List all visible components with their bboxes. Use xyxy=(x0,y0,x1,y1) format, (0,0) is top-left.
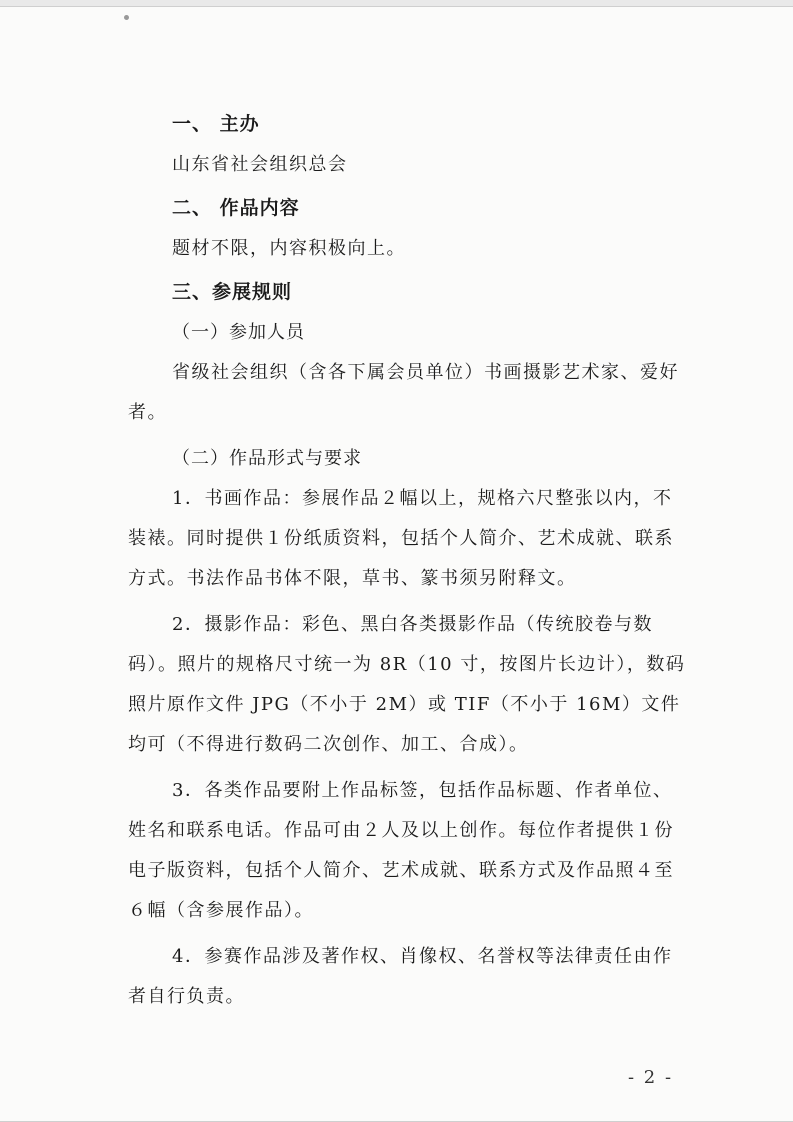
section-heading-organizer: 一、 主办 xyxy=(172,113,260,135)
organizer-text: 山东省社会组织总会 xyxy=(172,154,348,175)
participants-text: 省级社会组织（含各下属会员单位）书画摄影艺术家、爱好者。 xyxy=(128,362,679,423)
document-page xyxy=(0,6,793,1122)
document-body xyxy=(128,103,688,1017)
section-heading-rules: 三、参展规则 xyxy=(172,281,293,303)
rule-item-calligraphy: 1．书画作品：参展作品２幅以上，规格六尺整张以内，不装裱。同时提供１份纸质资料，包括个人简介、艺术成就、联系方式。书法作品书体不限，草书、篆书须另附释文。 xyxy=(128,488,674,589)
subheading-format: （二）作品形式与要求 xyxy=(172,448,362,469)
content-text: 题材不限，内容积极向上。 xyxy=(172,238,406,259)
section-heading-content: 二、 作品内容 xyxy=(172,197,300,219)
rule-item-photography: 2．摄影作品：彩色、黑白各类摄影作品（传统胶卷与数码）。照片的规格尺寸统一为 8R（10 寸，按图片长边计），数码照片原作文件 JPG（不小于 2M）或 TIF（不小于 16M）文件均可（不得进行数码二次创作、加工、合成）。 xyxy=(128,614,686,755)
page-number: - 2 - xyxy=(628,1067,674,1088)
scan-speck xyxy=(124,15,129,20)
rule-item-labels: 3．各类作品要附上作品标签，包括作品标题、作者单位、姓名和联系电话。作品可由２人及以上创作。每位作者提供１份电子版资料，包括个人简介、艺术成就、联系方式及作品照４至６幅（含参展作品）。 xyxy=(128,780,674,921)
rule-item-liability: 4．参赛作品涉及著作权、肖像权、名誉权等法律责任由作者自行负责。 xyxy=(128,946,673,1007)
subheading-participants: （一）参加人员 xyxy=(172,322,305,343)
